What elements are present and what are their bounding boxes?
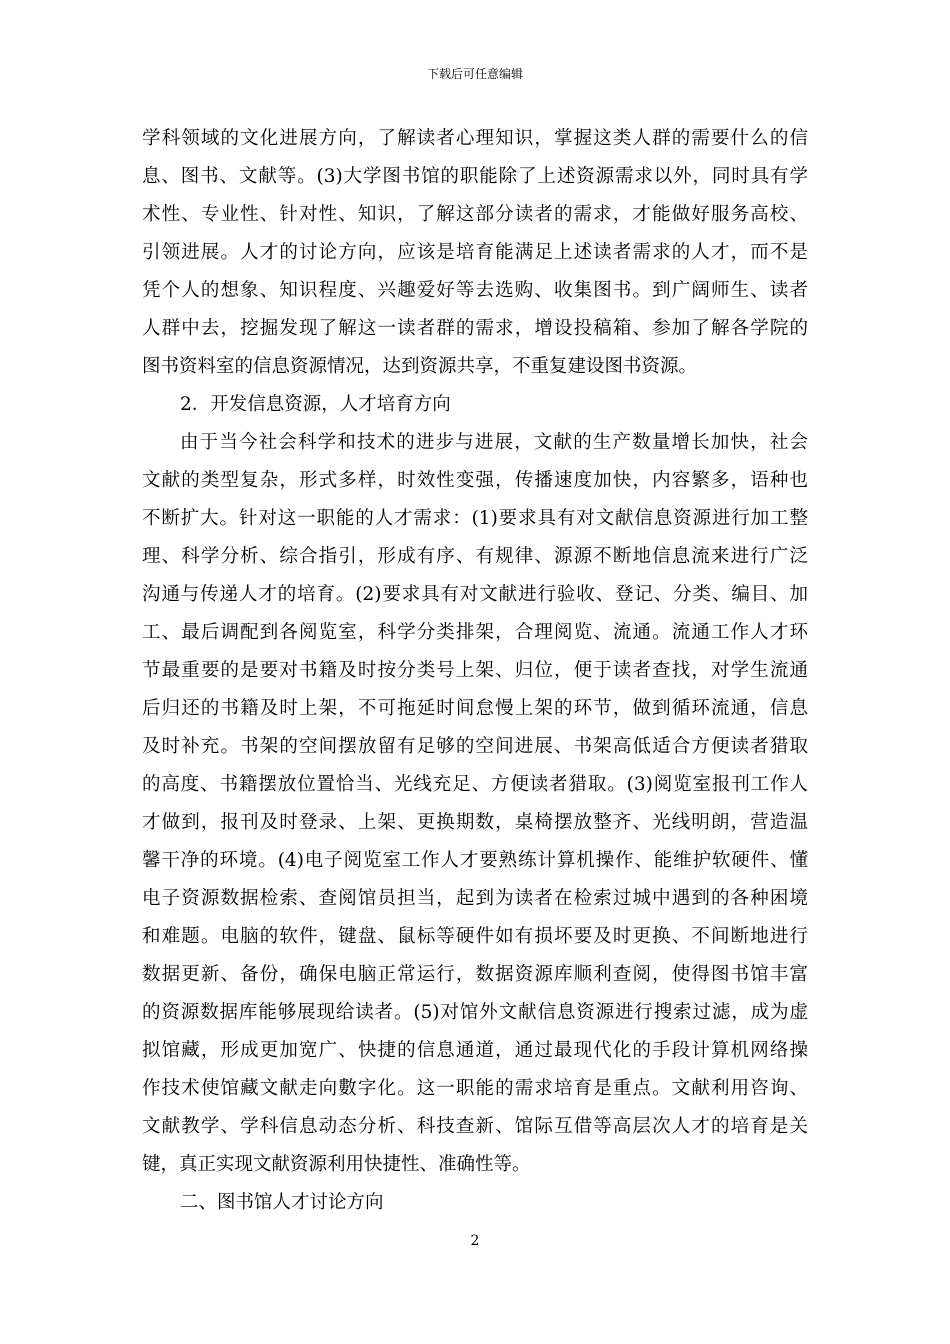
text-line: 凭个人的想象、知识程度、兴趣爱好等去选购、收集图书。到广阔师生、读者	[142, 280, 808, 301]
text-line: 馨干净的环境。(4)电子阅览室工作人才要熟练计算机操作、能维护软硬件、懂	[142, 850, 808, 871]
text-line: 作技术使馆藏文献走向數字化。这一职能的需求培育是重点。文献利用咨询、	[142, 1078, 808, 1099]
text-line: 沟通与传递人才的培育。(2)要求具有对文献进行验收、登记、分类、编目、加	[142, 584, 808, 605]
text-line: 拟馆藏，形成更加宽广、快捷的信息通道，通过最现代化的手段计算机网络操	[142, 1040, 808, 1061]
text-line: 工、最后调配到各阅览室，科学分类排架，合理阅览、流通。流通工作人才环	[142, 622, 808, 643]
text-line: 引领进展。人才的讨论方向，应该是培育能满足上述读者需求的人才，而不是	[142, 242, 808, 263]
text-line: 不断扩大。针对这一职能的人才需求：(1)要求具有对文献信息资源进行加工整	[142, 508, 808, 529]
text-line: 理、科学分析、综合指引，形成有序、有规律、源源不断地信息流来进行广泛	[142, 546, 808, 567]
text-line: 由于当今社会科学和技术的进步与进展，文献的生产数量增长加快，社会	[180, 432, 808, 453]
text-line: 息、图书、文献等。(3)大学图书馆的职能除了上述资源需求以外，同时具有学	[142, 166, 808, 187]
page-number: 2	[470, 1233, 480, 1249]
text-line: 术性、专业性、针对性、知识，了解这部分读者的需求，才能做好服务高校、	[142, 204, 808, 225]
text-line: 学科领域的文化进展方向，了解读者心理知识，掌握这类人群的需要什么的信	[142, 128, 808, 149]
text-line: 及时补充。书架的空间摆放留有足够的空间进展、书架高低适合方便读者猎取	[142, 736, 808, 757]
page-header: 下载后可任意编辑	[426, 67, 523, 81]
text-line: 的高度、书籍摆放位置恰当、光线充足、方便读者猎取。(3)阅览室报刊工作人	[142, 774, 808, 795]
text-line: 的资源数据库能够展现给读者。(5)对馆外文献信息资源进行搜索过滤，成为虚	[142, 1002, 808, 1023]
text-line: 后归还的书籍及时上架，不可拖延时间怠慢上架的环节，做到循环流通，信息	[142, 698, 808, 719]
document-body	[142, 120, 808, 1222]
text-line: 图书资料室的信息资源情况，达到资源共享，不重复建设图书资源。	[142, 356, 698, 377]
text-line: 2．开发信息资源，人才培育方向	[180, 394, 451, 415]
text-line: 文献教学、学科信息动态分析、科技查新、馆际互借等高层次人才的培育是关	[142, 1116, 808, 1137]
text-line: 和难题。电脑的软件，键盘、鼠标等硬件如有损坏要及时更换、不间断地进行	[142, 926, 808, 947]
text-line: 电子资源数据检索、查阅馆员担当，起到为读者在检索过城中遇到的各种困境	[142, 888, 808, 909]
text-line: 才做到，报刊及时登录、上架、更换期数，桌椅摆放整齐、光线明朗，营造温	[142, 812, 808, 833]
text-line: 节最重要的是要对书籍及时按分类号上架、归位，便于读者查找，对学生流通	[142, 660, 808, 681]
text-line: 二、图书馆人才讨论方向	[180, 1192, 384, 1213]
text-line: 数据更新、备份，确保电脑正常运行，数据资源库顺利查阅，使得图书馆丰富	[142, 964, 808, 985]
text-line: 键，真正实现文献资源利用快捷性、准确性等。	[142, 1154, 531, 1175]
text-line: 文献的类型复杂，形式多样，时效性变强，传播速度加快，内容繁多，语种也	[142, 470, 808, 491]
text-line: 人群中去，挖掘发现了解这一读者群的需求，增设投稿箱、参加了解各学院的	[142, 318, 808, 339]
